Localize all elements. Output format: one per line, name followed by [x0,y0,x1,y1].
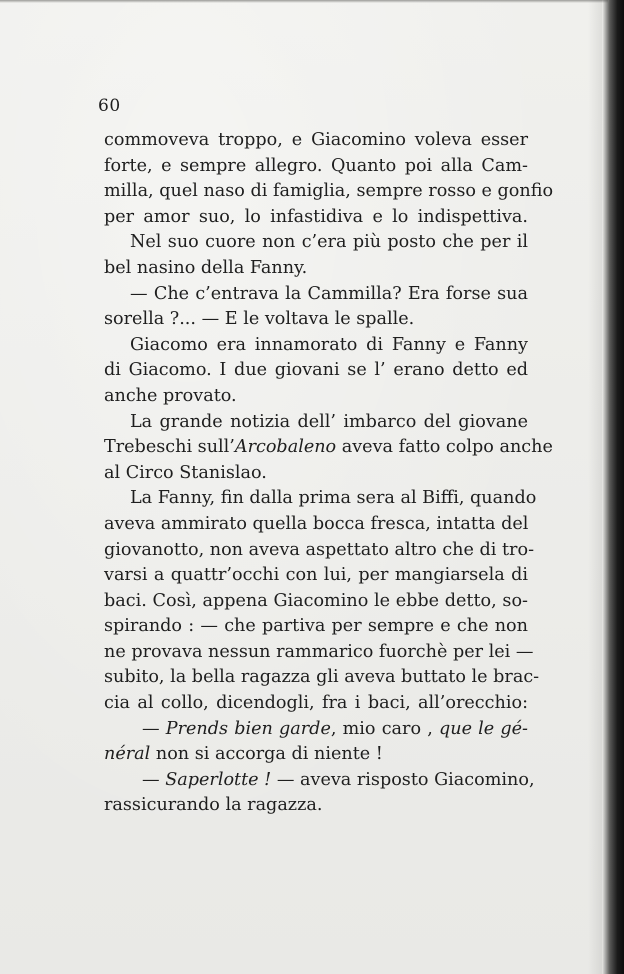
text-line [104,154,528,180]
text-line [104,307,528,333]
text-line [104,614,528,640]
text-segment: baci. Così, appena Giacomino le ebbe detto, so- [104,590,528,611]
text-line [104,640,534,666]
text-segment: — [142,769,166,790]
text-line [104,410,528,436]
text-segment: di Giacomo. I due giovani se l’ erano detto ed [104,360,528,381]
italic-text-segment: Prends bien garde [165,718,331,739]
text-line [104,358,528,384]
text-segment: Nel suo cuore non c’era più posto che per il [130,232,528,253]
text-line [104,665,540,691]
text-segment: spirando : — che partiva per sempre e che non [104,616,528,637]
text-line [104,717,528,743]
text-line [104,282,528,308]
text-segment: bel nasino della Fanny. [104,257,308,278]
text-segment: giovanotto, non aveva aspettato altro che di tro- [104,539,535,560]
text-line [104,179,554,205]
book-spine-edge [602,0,624,974]
text-segment: sorella ?... — E le voltava le spalle. [104,309,415,330]
text-line [104,768,535,794]
italic-text-segment: néral [104,744,151,765]
text-segment: Giacomo era innamorato di Fanny e Fanny [130,334,528,355]
page-top-edge [0,0,608,3]
text-line [104,333,528,359]
text-line [104,435,553,461]
page-number: 60 [98,96,121,116]
text-segment: anche provato. [104,385,237,406]
text-segment: commoveva troppo, e Giacomino voleva esser [104,130,528,150]
text-segment: — Che c’entrava la Cammilla? Era forse sua [130,283,528,304]
text-line [104,793,528,819]
text-line [104,205,528,231]
italic-text-segment: que le gé- [438,718,528,739]
text-line [104,384,528,410]
text-segment: per amor suo, lo infastidiva e lo indispettiva. [104,206,528,227]
text-line [104,512,528,538]
text-segment: — aveva risposto Giacomino, [271,769,535,790]
text-segment: La grande notizia dell’ imbarco del giovane [130,411,528,432]
text-segment: non si accorga di niente ! [150,744,383,765]
text-line [104,742,528,768]
text-segment: , mio caro , [330,718,439,739]
gutter-shadow [588,0,602,974]
text-segment: rassicurando la ragazza. [104,795,323,816]
text-line [104,128,528,154]
text-segment: Trebeschi sull’ [104,437,235,458]
text-segment: forte, e sempre allegro. Quanto poi alla Cam- [104,155,528,176]
text-line [104,486,537,512]
text-line [104,230,528,256]
text-segment: — [142,718,166,739]
italic-text-segment: Arcobaleno [234,437,337,458]
body-text [104,128,554,819]
text-line [104,538,535,564]
text-segment: al Circo Stanislao. [104,462,267,483]
text-segment: ne provava nessun rammarico fuorchè per lei — [104,641,534,662]
text-line [104,461,528,487]
text-line [104,256,528,282]
text-segment: cia al collo, dicendogli, fra i baci, all’orecchio: [104,693,528,714]
italic-text-segment: Saperlotte ! [165,769,272,790]
text-segment: milla, quel naso di famiglia, sempre rosso e gonfio [104,181,554,202]
text-line [104,563,528,589]
text-line [104,589,528,615]
text-segment: aveva fatto colpo anche [336,437,553,458]
text-segment: varsi a quattr’occhi con lui, per mangiarsela di [104,565,528,586]
text-segment: aveva ammirato quella bocca fresca, intatta del [104,513,529,534]
text-segment: subito, la bella ragazza gli aveva buttato le brac- [104,667,540,688]
text-segment: La Fanny, fin dalla prima sera al Biffi, quando [130,488,537,509]
text-line [104,691,528,717]
